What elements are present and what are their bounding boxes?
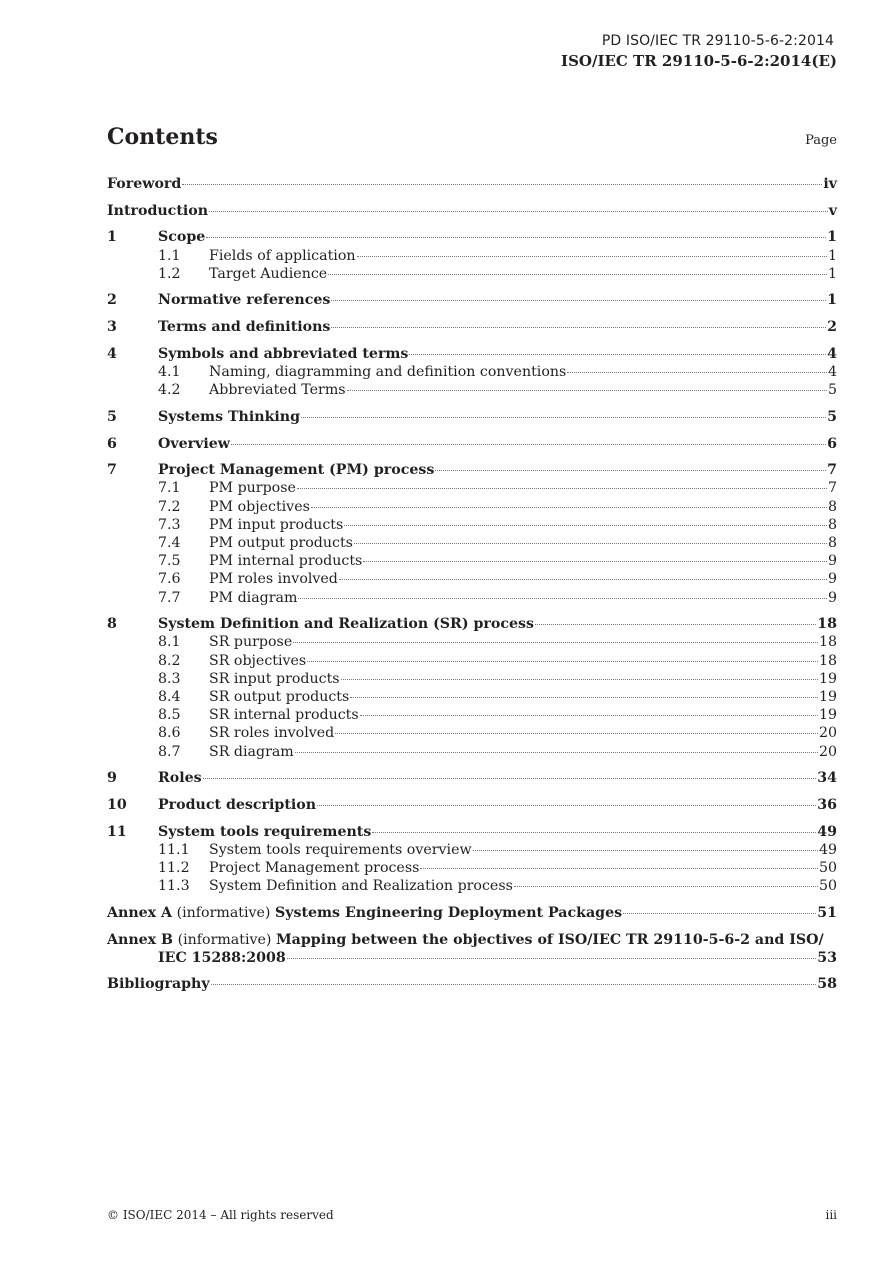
dot-leader: [287, 958, 816, 959]
toc-page-number: 36: [817, 796, 837, 813]
toc-subsection-number: 7.3: [158, 516, 181, 533]
toc-subsection-number: 7.4: [158, 535, 181, 551]
toc-entry-bibliography[interactable]: [107, 975, 837, 993]
toc-page-number: 50: [818, 878, 837, 895]
toc-entries: [107, 175, 837, 895]
toc-section-number: 10: [107, 796, 127, 813]
toc-subsection-number: 7.5: [158, 553, 181, 570]
toc-page-number: 58: [817, 976, 837, 993]
toc-subrow[interactable]: [107, 652, 837, 670]
toc-row[interactable]: [107, 796, 837, 814]
toc-page-number: 19: [818, 707, 837, 724]
toc-page-number: 1: [827, 292, 837, 309]
toc-page-number: 9: [827, 589, 837, 606]
toc-section-title[interactable]: Product description: [158, 796, 317, 813]
toc-subrow[interactable]: [107, 516, 837, 534]
toc-page-number: 18: [817, 616, 837, 633]
contents-title: Contents: [107, 124, 218, 150]
toc-row[interactable]: [107, 202, 837, 220]
toc-page-number: 34: [817, 770, 837, 787]
toc-subsection-number: 8.5: [158, 707, 181, 724]
toc-row[interactable]: [107, 769, 837, 787]
table-of-contents: [107, 175, 837, 994]
annex-b-prefix: Annex B: [107, 931, 174, 948]
toc-entry[interactable]: [107, 796, 837, 814]
toc-subsection-title[interactable]: SR diagram: [209, 743, 294, 760]
dot-leader: [567, 372, 827, 373]
footer-copyright: © ISO/IEC 2014 – All rights reserved: [107, 1208, 334, 1222]
toc-subsection-number: 8.7: [158, 743, 181, 760]
toc-subsection-number: 8.4: [158, 689, 181, 705]
toc-subrow[interactable]: [107, 589, 837, 607]
toc-entry[interactable]: [107, 345, 837, 400]
toc-page-number: 53: [817, 949, 837, 966]
toc-row[interactable]: [107, 615, 837, 633]
toc-subrow[interactable]: [107, 859, 837, 877]
toc-entry[interactable]: [107, 615, 837, 761]
toc-subsection-title[interactable]: SR roles involved: [209, 725, 335, 742]
dot-leader: [331, 327, 826, 328]
toc-page-number: 49: [818, 841, 837, 858]
toc-annex-a-label[interactable]: [107, 904, 622, 922]
toc-subrow[interactable]: [107, 706, 837, 724]
toc-row[interactable]: [107, 435, 837, 453]
toc-entry[interactable]: [107, 202, 837, 220]
toc-subsection-title[interactable]: SR purpose: [209, 634, 293, 651]
toc-section-number: 5: [107, 408, 117, 425]
toc-row[interactable]: [107, 318, 837, 336]
toc-subsection-number: 8.2: [158, 652, 181, 669]
toc-page-number: 1: [827, 247, 837, 264]
toc-section-title[interactable]: Scope: [158, 229, 206, 246]
toc-page-number: 20: [818, 743, 837, 760]
toc-section-number: 3: [107, 319, 117, 336]
toc-entry[interactable]: [107, 291, 837, 309]
toc-row[interactable]: [107, 291, 837, 309]
toc-page-number: 9: [827, 571, 837, 588]
toc-row[interactable]: [107, 461, 837, 479]
toc-subsection-number: 11.3: [158, 878, 190, 895]
toc-page-number: 51: [817, 904, 837, 921]
toc-row[interactable]: [107, 823, 837, 841]
toc-subsection-number: 8.3: [158, 670, 181, 687]
toc-page-number: 1: [827, 265, 837, 282]
dot-leader: [331, 300, 826, 301]
toc-page-number: 19: [818, 670, 837, 687]
toc-subsection-number: 7.1: [158, 480, 181, 497]
toc-subrow[interactable]: [107, 265, 837, 283]
toc-subsection-number: 8.1: [158, 634, 181, 651]
toc-subsection-number: 11.2: [158, 860, 190, 876]
annex-b-type: (informative): [173, 931, 276, 948]
toc-page-number: 4: [827, 345, 837, 362]
toc-subrow[interactable]: [107, 724, 837, 742]
toc-section-title[interactable]: Roles: [158, 770, 202, 787]
footer-page-number: iii: [825, 1208, 837, 1222]
toc-page-number: 1: [827, 229, 837, 246]
toc-subsection-title[interactable]: Abbreviated Terms: [209, 382, 346, 399]
dot-leader: [360, 715, 818, 716]
toc-subrow[interactable]: [107, 743, 837, 761]
toc-section-number: 1: [107, 229, 117, 246]
toc-subrow[interactable]: [107, 552, 837, 570]
toc-section-number: 8: [107, 616, 117, 633]
toc-page-number: 8: [827, 535, 837, 551]
toc-subrow[interactable]: [107, 498, 837, 516]
dot-leader: [182, 184, 822, 185]
dot-leader: [301, 417, 826, 418]
toc-page-number: 5: [827, 382, 837, 399]
toc-subsection-title[interactable]: SR objectives: [209, 652, 307, 669]
toc-page-number: 20: [818, 725, 837, 742]
toc-subrow[interactable]: [107, 688, 837, 706]
toc-subsection-number: 7.6: [158, 571, 181, 588]
dot-leader: [409, 354, 826, 355]
toc-page-number: 8: [827, 498, 837, 515]
page-column-label: Page: [805, 133, 837, 148]
toc-section-number: 2: [107, 292, 117, 309]
toc-section-title[interactable]: Normative references: [158, 292, 331, 309]
toc-section-title[interactable]: Terms and definitions: [158, 319, 331, 336]
toc-section-title[interactable]: Symbols and abbreviated terms: [158, 345, 409, 362]
toc-section-number: 4: [107, 345, 117, 362]
toc-section-title[interactable]: Introduction: [107, 202, 209, 219]
dot-leader: [473, 850, 818, 851]
toc-subsection-title[interactable]: PM objectives: [209, 498, 310, 515]
dot-leader: [231, 444, 826, 445]
dot-leader: [203, 778, 817, 779]
toc-subrow[interactable]: [107, 570, 837, 588]
toc-section-title[interactable]: System Definition and Realization (SR) process: [158, 616, 534, 633]
toc-page-number: 18: [818, 652, 837, 669]
toc-entry[interactable]: [107, 228, 837, 283]
toc-entry[interactable]: [107, 175, 837, 193]
toc-page-number: 49: [817, 823, 837, 840]
toc-bibliography-label[interactable]: Bibliography: [107, 976, 210, 993]
dot-leader: [357, 256, 827, 257]
toc-entry-annex-a[interactable]: [107, 904, 837, 922]
toc-subrow[interactable]: [107, 247, 837, 265]
toc-row-annex-a[interactable]: [107, 904, 837, 922]
annex-a-prefix: Annex A: [107, 904, 173, 921]
toc-subsection-title[interactable]: Project Management process: [209, 860, 420, 876]
dot-leader: [297, 488, 827, 489]
toc-section-number: 11: [107, 823, 127, 840]
toc-entry-annex-b[interactable]: [107, 931, 837, 967]
toc-subsection-number: 1.2: [158, 265, 181, 282]
dot-leader: [341, 679, 818, 680]
dot-leader: [372, 832, 816, 833]
dot-leader: [363, 561, 827, 562]
toc-entry[interactable]: [107, 769, 837, 787]
dot-leader: [535, 624, 816, 625]
toc-page-number: v: [828, 202, 837, 219]
toc-page-number: 8: [827, 516, 837, 533]
toc-subsection-number: 4.2: [158, 382, 181, 399]
toc-subsection-number: 11.1: [158, 841, 190, 858]
toc-page-number: 5: [827, 408, 837, 425]
dot-leader: [435, 470, 826, 471]
toc-subsection-title[interactable]: SR input products: [209, 670, 340, 687]
toc-subrow[interactable]: [107, 363, 837, 381]
toc-entry[interactable]: [107, 435, 837, 453]
toc-subsection-title[interactable]: PM roles involved: [209, 571, 338, 588]
toc-section-number: 6: [107, 435, 117, 452]
dot-leader: [514, 886, 818, 887]
toc-subsection-title[interactable]: Target Audience: [209, 265, 328, 282]
toc-page-number: 19: [818, 689, 837, 705]
toc-subsection-title[interactable]: PM purpose: [209, 480, 296, 497]
toc-section-title[interactable]: Overview: [158, 435, 230, 452]
dot-leader: [328, 274, 827, 275]
annex-b-title-line1: Mapping between the objectives of ISO/IEC TR 29110-5-6-2 and ISO/: [275, 931, 824, 948]
toc-page-number: 7: [827, 480, 837, 497]
toc-section-title[interactable]: Foreword: [107, 176, 182, 192]
toc-entry[interactable]: [107, 823, 837, 896]
toc-subsection-title[interactable]: SR output products: [209, 689, 350, 705]
toc-row-bibliography[interactable]: [107, 975, 837, 993]
toc-subsection-title[interactable]: PM input products: [209, 516, 344, 533]
toc-subrow[interactable]: [107, 670, 837, 688]
dot-leader: [298, 598, 827, 599]
toc-page-number: 18: [818, 634, 837, 651]
dot-leader: [350, 697, 818, 698]
toc-subrow[interactable]: [107, 633, 837, 651]
dot-leader: [339, 579, 827, 580]
dot-leader: [420, 868, 818, 869]
dot-leader: [354, 543, 827, 544]
toc-section-number: 7: [107, 462, 117, 479]
toc-subsection-title[interactable]: PM diagram: [209, 589, 298, 606]
toc-subsection-title[interactable]: System Definition and Realization process: [209, 878, 513, 895]
toc-subsection-title[interactable]: PM internal products: [209, 553, 363, 570]
toc-annex-b-line1[interactable]: [107, 931, 837, 949]
dot-leader: [307, 661, 818, 662]
dot-leader: [311, 507, 827, 508]
dot-leader: [211, 984, 817, 985]
toc-page-number: 2: [827, 319, 837, 336]
toc-row[interactable]: [107, 228, 837, 246]
toc-page-number: 4: [827, 364, 837, 380]
dot-leader: [335, 733, 818, 734]
toc-row[interactable]: [107, 175, 837, 193]
toc-section-number: 9: [107, 770, 117, 787]
dot-leader: [209, 211, 828, 212]
toc-subsection-title[interactable]: System tools requirements overview: [209, 841, 472, 858]
toc-subrow[interactable]: [107, 841, 837, 859]
dot-leader: [623, 913, 816, 914]
toc-page-number: 7: [827, 462, 837, 479]
toc-subsection-title[interactable]: SR internal products: [209, 707, 359, 724]
dot-leader: [295, 752, 818, 753]
toc-page-number: 50: [818, 860, 837, 876]
document-id-header: PD ISO/IEC TR 29110-5-6-2:2014: [601, 33, 834, 49]
toc-page-number: iv: [823, 176, 837, 192]
toc-row[interactable]: [107, 345, 837, 363]
dot-leader: [293, 642, 818, 643]
dot-leader: [206, 237, 826, 238]
annex-a-type: (informative): [172, 904, 275, 921]
toc-subsection-title[interactable]: Fields of application: [209, 247, 356, 264]
toc-entry[interactable]: [107, 318, 837, 336]
annex-b-title-line2[interactable]: IEC 15288:2008: [158, 949, 286, 966]
toc-subrow[interactable]: [107, 534, 837, 552]
annex-a-title: Systems Engineering Deployment Packages: [274, 904, 623, 921]
toc-subsection-title[interactable]: PM output products: [209, 535, 353, 551]
toc-subsection-number: 7.2: [158, 498, 181, 515]
toc-entry[interactable]: [107, 408, 837, 426]
toc-subsection-number: 8.6: [158, 725, 181, 742]
toc-section-title[interactable]: Project Management (PM) process: [158, 462, 435, 479]
toc-subsection-number: 1.1: [158, 247, 181, 264]
toc-section-title[interactable]: Systems Thinking: [158, 408, 301, 425]
toc-row[interactable]: [107, 408, 837, 426]
toc-subsection-number: 4.1: [158, 364, 181, 380]
toc-subsection-number: 7.7: [158, 589, 181, 606]
toc-page-number: 9: [827, 553, 837, 570]
toc-subrow[interactable]: [107, 877, 837, 895]
toc-subrow[interactable]: [107, 381, 837, 399]
toc-subrow[interactable]: [107, 479, 837, 497]
toc-row-annex-b[interactable]: [107, 949, 837, 967]
toc-section-title[interactable]: System tools requirements: [158, 823, 372, 840]
dot-leader: [347, 390, 827, 391]
toc-page-number: 6: [827, 435, 837, 452]
document-id-header-iso: ISO/IEC TR 29110-5-6-2:2014(E): [561, 52, 837, 70]
toc-subsection-title[interactable]: Naming, diagramming and definition conventions: [209, 364, 567, 380]
toc-entry[interactable]: [107, 461, 837, 607]
dot-leader: [344, 525, 827, 526]
dot-leader: [317, 805, 816, 806]
